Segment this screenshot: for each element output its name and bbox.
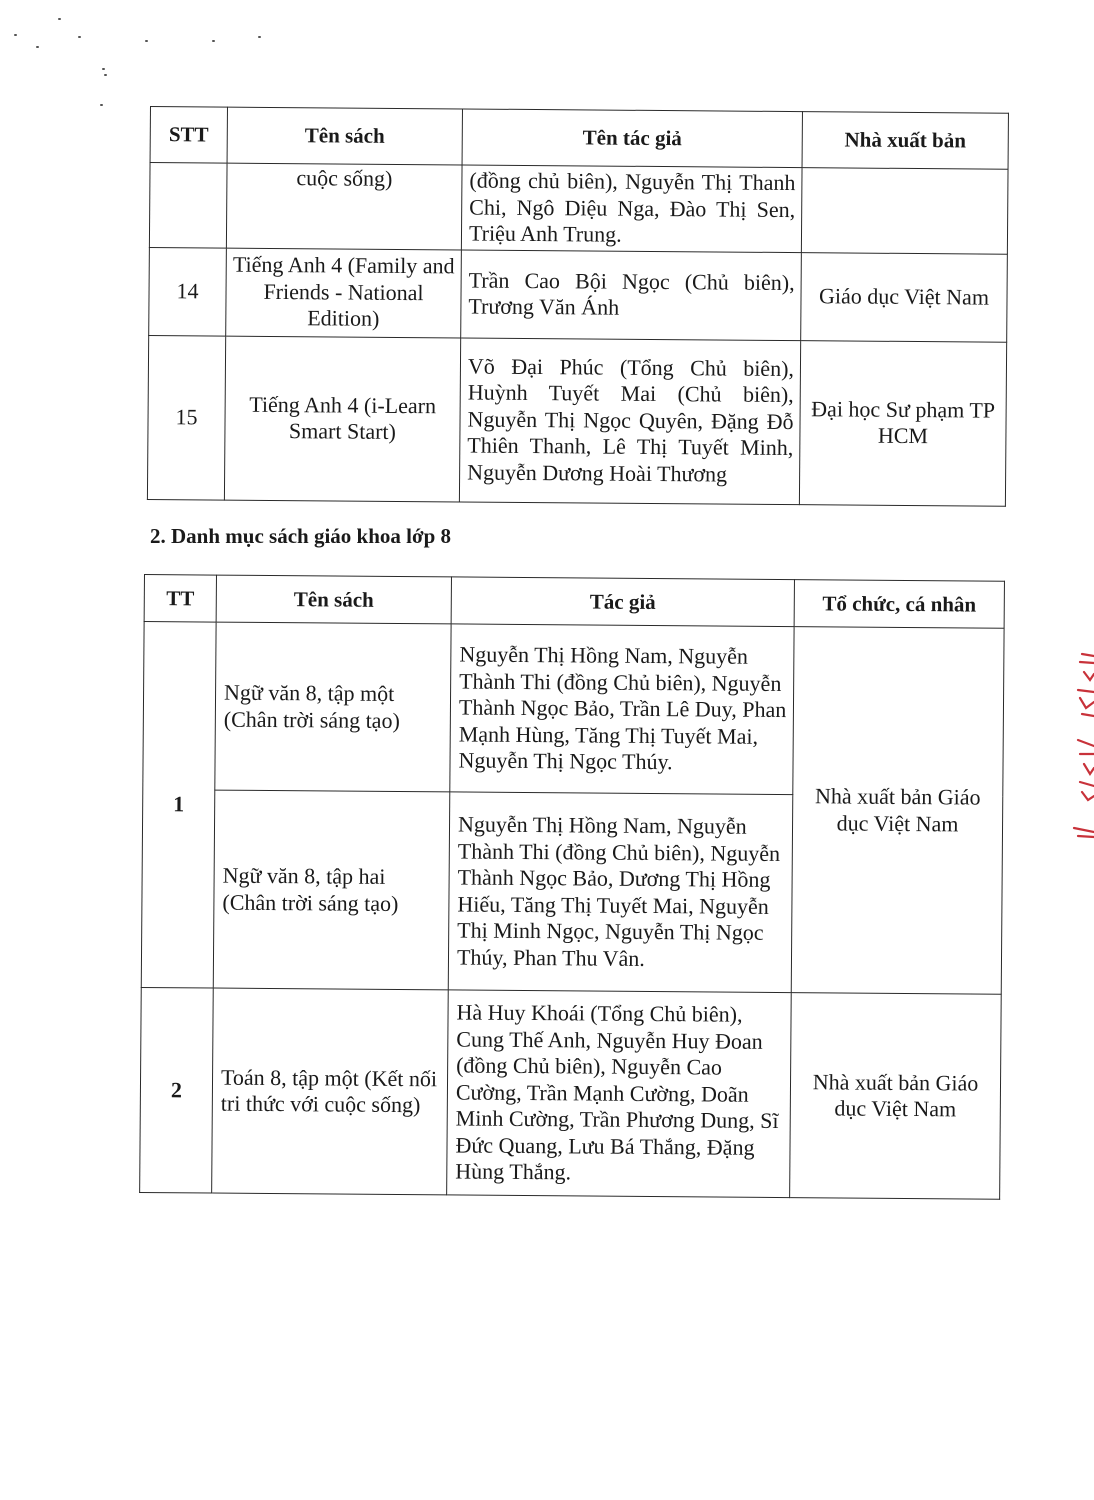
header-title: Tên sách bbox=[216, 575, 451, 624]
header-stt: STT bbox=[150, 107, 227, 164]
table-header-row bbox=[144, 575, 1004, 629]
header-publisher: Nhà xuất bản bbox=[802, 112, 1008, 170]
row-stt: 15 bbox=[147, 335, 225, 500]
row-stt: 14 bbox=[149, 247, 227, 336]
header-title: Tên sách bbox=[227, 107, 462, 165]
row-authors: Nguyễn Thị Hồng Nam, Nguyễn Thành Thi (đồng Chủ biên), Nguyễn Thành Ngọc Bảo, Trần Lê Duy, Phan Mạnh Hùng, Tăng Thị Tuyết Mai, Nguyễn Thị Ngọc Thúy. bbox=[450, 624, 794, 795]
header-authors: Tên tác giả bbox=[462, 109, 802, 168]
row-publisher: Đại học Sư phạm TP HCM bbox=[799, 340, 1006, 506]
row-title: Ngữ văn 8, tập hai (Chân trời sáng tạo) bbox=[213, 790, 450, 990]
row-tt: 1 bbox=[141, 622, 216, 989]
table-row bbox=[149, 163, 1008, 254]
row-authors: Nguyễn Thị Hồng Nam, Nguyễn Thành Thi (đồng Chủ biên), Nguyễn Thành Ngọc Bảo, Dương Thị Hồng Hiếu, Tăng Thị Tuyết Mai, Nguyễn Thị Minh Ngọc, Nguyễn Thị Ngọc Thúy, Phan Thu Vân. bbox=[448, 792, 793, 993]
row-title: Tiếng Anh 4 (i-Learn Smart Start) bbox=[224, 336, 460, 502]
row-publisher: Nhà xuất bản Giáo dục Việt Nam bbox=[790, 993, 1002, 1200]
row-authors: Võ Đại Phúc (Tổng Chủ biên), Huỳnh Tuyết Mai (Chủ biên), Nguyễn Thị Ngọc Quyên, Đặng Đỗ Thiên Thanh, Lê Thị Tuyết Minh, Nguyễn Dương Hoài Thương bbox=[459, 337, 800, 504]
table-row bbox=[140, 987, 1002, 1199]
red-seal-stamp bbox=[1068, 650, 1094, 840]
table-row bbox=[143, 622, 1004, 797]
header-tt: TT bbox=[144, 575, 216, 623]
row-title: cuộc sống) bbox=[226, 163, 462, 249]
row-publisher bbox=[801, 168, 1008, 254]
book-table-grade4 bbox=[147, 106, 1009, 506]
header-authors: Tác giả bbox=[451, 577, 794, 627]
scan-noise bbox=[0, 0, 300, 120]
row-title: Ngữ văn 8, tập một (Chân trời sáng tạo) bbox=[215, 622, 451, 792]
row-authors: Trần Cao Bội Ngọc (Chủ biên), Trương Văn Ánh bbox=[461, 249, 802, 340]
section-heading: 2. Danh mục sách giáo khoa lớp 8 bbox=[150, 524, 452, 548]
table-row bbox=[147, 335, 1006, 506]
header-organization: Tổ chức, cá nhân bbox=[794, 580, 1004, 629]
row-title: Toán 8, tập một (Kết nối tri thức với cuộc sống) bbox=[212, 988, 449, 1195]
row-stt bbox=[149, 163, 227, 248]
row-publisher: Nhà xuất bản Giáo dục Việt Nam bbox=[791, 627, 1004, 995]
book-table-grade8 bbox=[139, 574, 1005, 1200]
row-title: Tiếng Anh 4 (Family and Friends - National Edition) bbox=[226, 248, 462, 338]
row-tt: 2 bbox=[140, 987, 214, 1193]
row-publisher: Giáo dục Việt Nam bbox=[801, 252, 1008, 342]
row-authors: (đồng chủ biên), Nguyễn Thị Thanh Chi, Ngô Diệu Nga, Đào Thị Sen, Triệu Anh Trung. bbox=[461, 165, 802, 252]
table-header-row bbox=[150, 107, 1008, 170]
row-authors: Hà Huy Khoái (Tổng Chủ biên), Cung Thế Anh, Nguyễn Huy Đoan (đồng Chủ biên), Nguyễn Cao Cường, Trần Mạnh Cường, Doãn Minh Cường, Trần Phương Dung, Sĩ Đức Quang, Lưu Bá Thắng, Đặng Hùng Thắng. bbox=[447, 990, 792, 1198]
table-row bbox=[149, 247, 1008, 342]
